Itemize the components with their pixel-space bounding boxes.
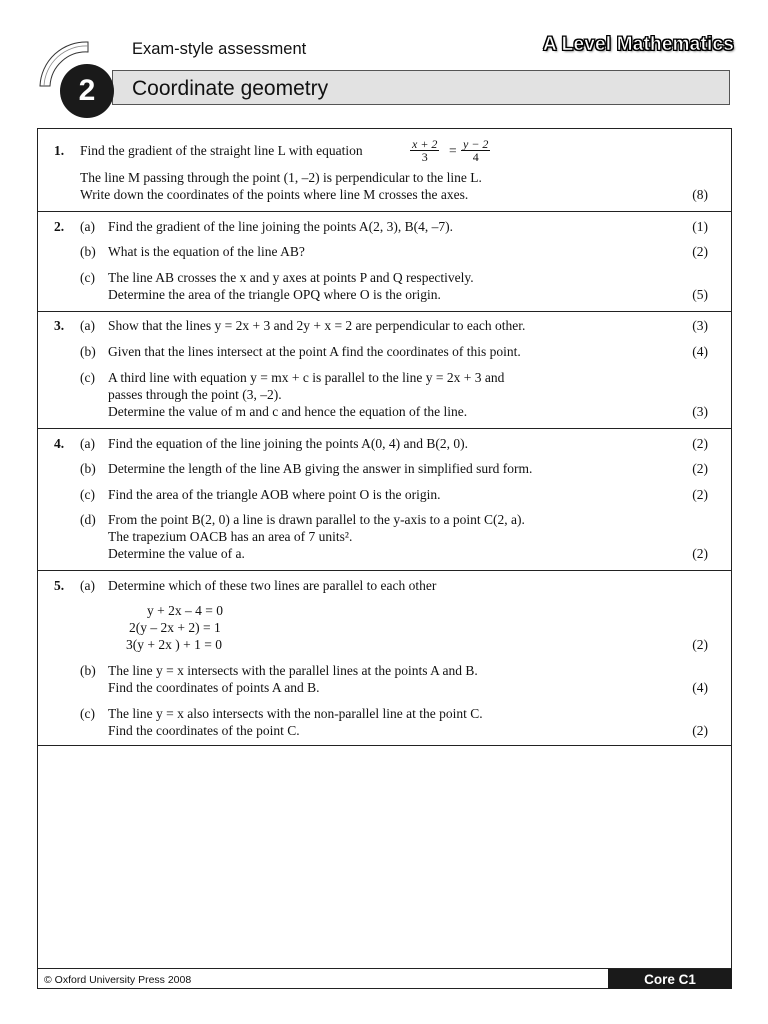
marks: (2) [692, 637, 708, 652]
marks: (2) [692, 461, 708, 476]
question-text: Determine the value of a. [108, 546, 245, 561]
part-label: (c) [80, 487, 95, 502]
equation: 2(y – 2x + 2) = 1 [129, 620, 221, 635]
question-text: The line y = x also intersects with the non-parallel line at the point C. [108, 706, 483, 721]
part-label: (b) [80, 244, 96, 259]
page-title: Coordinate geometry [132, 77, 329, 100]
copyright: © Oxford University Press 2008 [44, 974, 192, 986]
question-text: A third line with equation y = mx + c is parallel to the line y = 2x + 3 and [108, 370, 505, 385]
question-separator [37, 428, 732, 429]
part-label: (c) [80, 270, 95, 285]
question-text: Find the equation of the line joining the points A(0, 4) and B(2, 0). [108, 436, 468, 451]
question-number: 5. [54, 578, 65, 593]
question-text: passes through the point (3, –2). [108, 387, 282, 402]
marks: (2) [692, 546, 708, 561]
question-text: Given that the lines intersect at the point A find the coordinates of this point. [108, 344, 521, 359]
equation: 3(y + 2x ) + 1 = 0 [126, 637, 222, 652]
question-text: Determine the value of m and c and hence the equation of the line. [108, 404, 468, 419]
question-text: Find the area of the triangle AOB where point O is the origin. [108, 487, 441, 502]
question-separator [37, 570, 732, 571]
marks: (4) [692, 680, 708, 695]
marks: (8) [692, 187, 708, 202]
question-separator [37, 745, 732, 746]
part-label: (a) [80, 219, 95, 234]
fraction: $\frac{y - 2}{4}$ [463, 137, 489, 164]
question-text: From the point B(2, 0) a line is drawn parallel to the y-axis to a point C(2, a). [108, 512, 525, 527]
question-text: Determine which of these two lines are parallel to each other [108, 578, 437, 593]
part-label: (a) [80, 578, 95, 593]
question-number: 3. [54, 318, 65, 333]
question-text: Find the coordinates of points A and B. [108, 680, 320, 695]
question-text: What is the equation of the line AB? [108, 244, 305, 259]
equation: y + 2x – 4 = 0 [147, 603, 223, 618]
question-text: Show that the lines y = 2x + 3 and 2y + x = 2 are perpendicular to each other. [108, 318, 526, 333]
marks: (4) [692, 344, 708, 359]
part-label: (a) [80, 318, 95, 333]
question-text: The trapezium OACB has an area of 7 units². [108, 529, 353, 544]
chapter-badge: 2 [60, 64, 114, 118]
part-label: (c) [80, 706, 95, 721]
marks: (3) [692, 404, 708, 419]
marks: (2) [692, 487, 708, 502]
marks: (3) [692, 318, 708, 333]
question-text: Find the gradient of the straight line L with equation [80, 143, 363, 158]
part-label: (b) [80, 461, 96, 476]
assessment-subtitle: Exam-style assessment [132, 40, 307, 58]
part-label: (a) [80, 436, 95, 451]
part-label: (d) [80, 512, 96, 527]
marks: (2) [692, 436, 708, 451]
marks: (2) [692, 723, 708, 738]
equals-sign: = [449, 143, 457, 158]
marks: (5) [692, 287, 708, 302]
marks: (1) [692, 219, 708, 234]
part-label: (b) [80, 344, 96, 359]
question-text: The line y = x intersects with the parallel lines at the points A and B. [108, 663, 478, 678]
question-number: 2. [54, 219, 65, 234]
part-label: (c) [80, 370, 95, 385]
question-text: Find the gradient of the line joining the points A(2, 3), B(4, –7). [108, 219, 453, 234]
part-label: (b) [80, 663, 96, 678]
question-text: The line M passing through the point (1, –2) is perpendicular to the line L. [80, 170, 482, 185]
question-text: Determine the area of the triangle OPQ where O is the origin. [108, 287, 441, 302]
question-text: The line AB crosses the x and y axes at points P and Q respectively. [108, 270, 474, 285]
fraction: $\frac{x + 2}{3}$ [412, 137, 438, 164]
question-text: Write down the coordinates of the points where line M crosses the axes. [80, 187, 469, 202]
question-text: Find the coordinates of the point C. [108, 723, 300, 738]
brand-title: A Level Mathematics [542, 34, 734, 55]
question-text: Determine the length of the line AB giving the answer in simplified surd form. [108, 461, 533, 476]
marks: (2) [692, 244, 708, 259]
question-number: 4. [54, 436, 65, 451]
question-number: 1. [54, 143, 65, 158]
core-label: Core C1 [608, 969, 732, 989]
question-separator [37, 211, 732, 212]
question-separator [37, 311, 732, 312]
